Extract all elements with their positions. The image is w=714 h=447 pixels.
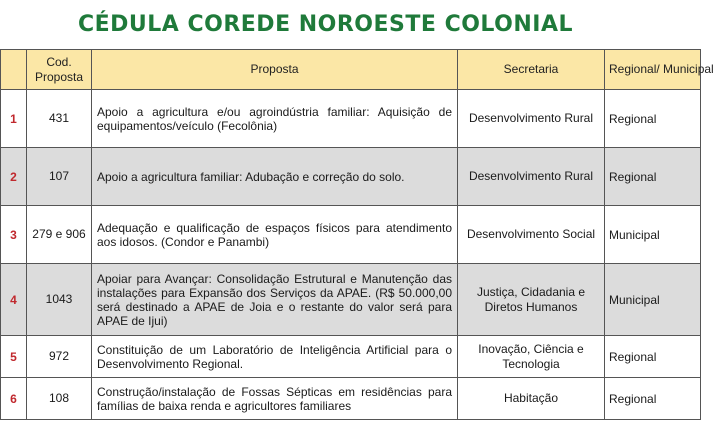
row-number: 5: [1, 336, 27, 378]
row-secretaria: Desenvolvimento Rural: [458, 90, 605, 148]
row-number: 1: [1, 90, 27, 148]
page-title: CÉDULA COREDE NOROESTE COLONIAL: [77, 12, 574, 37]
header-proposta: Proposta: [92, 50, 458, 90]
row-secretaria: Inovação, Ciência e Tecnologia: [458, 336, 605, 378]
header-secretaria: Secretaria: [458, 50, 605, 90]
row-regional: Municipal: [605, 264, 701, 336]
row-cod: 431: [27, 90, 92, 148]
table-row: [1, 336, 701, 378]
header-num: [1, 50, 27, 90]
row-number: 3: [1, 206, 27, 264]
row-proposta: Adequação e qualificação de espaços físicos para atendimento aos idosos. (Condor e Panambi): [92, 206, 458, 264]
row-proposta: Constituição de um Laboratório de Inteligência Artificial para o Desenvolvimento Regional.: [92, 336, 458, 378]
row-cod: 972: [27, 336, 92, 378]
table-header-row: [1, 50, 701, 90]
row-regional: Regional: [605, 378, 701, 420]
table-row: [1, 148, 701, 206]
row-proposta: Apoio a agricultura familiar: Adubação e correção do solo.: [92, 148, 458, 206]
row-regional: Regional: [605, 90, 701, 148]
row-regional: Regional: [605, 148, 701, 206]
row-number: 4: [1, 264, 27, 336]
row-number: 6: [1, 378, 27, 420]
header-regional: Regional/ Municipal: [605, 50, 701, 90]
row-secretaria: Desenvolvimento Social: [458, 206, 605, 264]
row-secretaria: Desenvolvimento Rural: [458, 148, 605, 206]
row-cod: 279 e 906: [27, 206, 92, 264]
header-cod: Cod. Proposta: [27, 50, 92, 90]
row-secretaria: Habitação: [458, 378, 605, 420]
table-row: [1, 264, 701, 336]
row-number: 2: [1, 148, 27, 206]
row-cod: 1043: [27, 264, 92, 336]
proposals-table: [0, 49, 714, 420]
table-row: [1, 206, 701, 264]
row-regional: Regional: [605, 336, 701, 378]
table-row: [1, 378, 701, 420]
row-proposta: Apoiar para Avançar: Consolidação Estrutural e Manutenção das instalações para Expansão dos Serviços da APAE. (R$ 50.000,00 será destinado a APAE de Joia e o restante do valor será para APAE de Ijui): [92, 264, 458, 336]
row-proposta: Apoio a agricultura e/ou agroindústria familiar: Aquisição de equipamentos/veículo (Fecolônia): [92, 90, 458, 148]
row-cod: 107: [27, 148, 92, 206]
row-proposta: Construção/instalação de Fossas Sépticas em residências para famílias de baixa renda e agricultores familiares: [92, 378, 458, 420]
row-regional: Municipal: [605, 206, 701, 264]
row-secretaria: Justiça, Cidadania e Diretos Humanos: [458, 264, 605, 336]
row-cod: 108: [27, 378, 92, 420]
table-row: [1, 90, 701, 148]
